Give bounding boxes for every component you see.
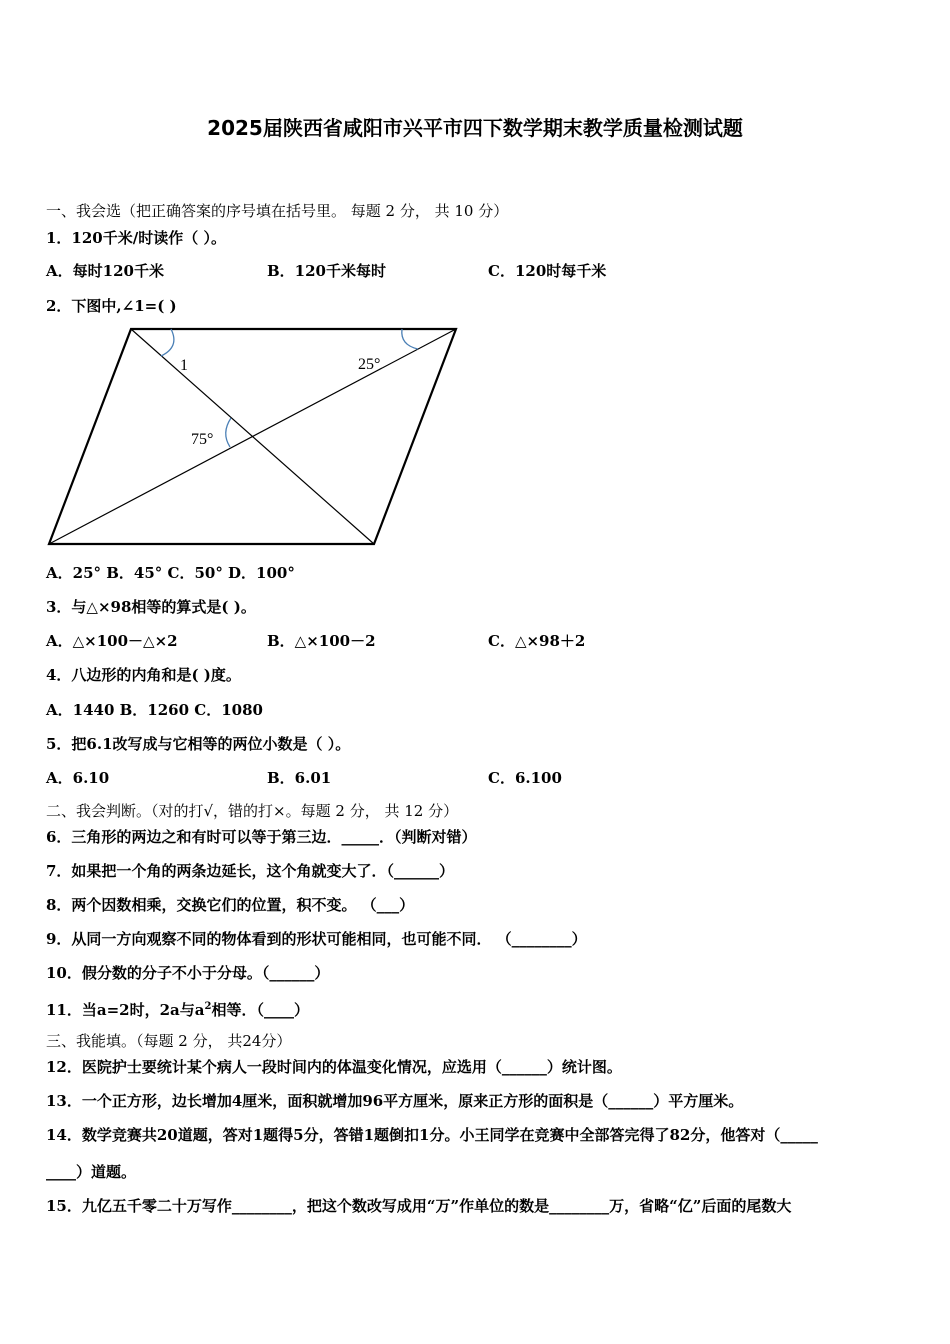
question-10: 10．假分数的分子不小于分母。（______）: [46, 964, 330, 982]
question-6: 6．三角形的两边之和有时可以等于第三边．_____．（判断对错）: [46, 828, 477, 846]
angle-75-arc: [226, 418, 231, 447]
q1-option-b: B．120千米每时: [267, 262, 386, 280]
page-title: 2025届陕西省咸阳市兴平市四下数学期末教学质量检测试题: [207, 116, 743, 140]
q11-text-after: 相等．（____）: [211, 1001, 309, 1019]
q5-option-c: C．6.100: [488, 769, 562, 787]
question-13: 13．一个正方形，边长增加4厘米，面积就增加96平方厘米，原来正方形的面积是（______）平方厘米。: [46, 1092, 744, 1110]
q11-text-before: 11．当a=2时，2a与a: [46, 1001, 205, 1019]
question-9: 9．从同一方向观察不同的物体看到的形状可能相同，也可能不同． （________）: [46, 930, 587, 948]
q5-option-b: B．6.01: [267, 769, 332, 787]
q4-options: A．1440 B．1260 C．1080: [46, 701, 263, 719]
parallelogram-figure: [40, 320, 470, 552]
angle-1-arc: [161, 329, 174, 356]
question-12: 12．医院护士要统计某个病人一段时间内的体温变化情况，应选用（______）统计图。: [46, 1058, 622, 1076]
question-14: 14．数学竞赛共20道题，答对1题得5分，答错1题倒扣1分。小王同学在竞赛中全部答完得了82分，他答对（_____: [46, 1126, 818, 1144]
question-7: 7．如果把一个角的两条边延长，这个角就变大了．（______）: [46, 862, 454, 880]
angle-label-25: 25°: [358, 356, 381, 373]
angle-25-arc: [402, 329, 418, 349]
q3-option-c: C．△×98＋2: [488, 632, 586, 650]
q3-option-b: B．△×100－2: [267, 632, 376, 650]
section-1-heading: 一、我会选（把正确答案的序号填在括号里。 每题 2 分， 共 10 分）: [46, 202, 509, 220]
question-1: 1．120千米/时读作（ ）。: [46, 229, 226, 247]
q2-options: A．25° B．45° C．50° D．100°: [46, 564, 295, 582]
section-2-heading: 二、我会判断。（对的打√，错的打×。每题 2 分， 共 12 分）: [46, 802, 459, 820]
q3-option-a: A．△×100－△×2: [46, 632, 178, 650]
q1-option-a: A．每时120千米: [46, 262, 164, 280]
question-5: 5．把6.1改写成与它相等的两位小数是（ ）。: [46, 735, 351, 753]
diagonal-2: [49, 329, 456, 544]
section-3-heading: 三、我能填。（每题 2 分， 共24分）: [46, 1032, 292, 1050]
q11-exponent: 2: [204, 1001, 212, 1012]
question-14-continued: ____）道题。: [46, 1163, 137, 1181]
question-15: 15．九亿五千零二十万写作________，把这个数改写成用“万”作单位的数是________万，省略“亿”后面的尾数大: [46, 1197, 792, 1215]
question-11: [46, 997, 309, 1020]
q1-option-c: C．120时每千米: [488, 262, 607, 280]
question-2: 2．下图中,∠1=( ): [46, 297, 177, 315]
question-4: 4．八边形的内角和是( )度。: [46, 666, 241, 684]
angle-label-75: 75°: [191, 431, 214, 448]
q5-option-a: A．6.10: [46, 769, 110, 787]
question-8: 8．两个因数相乘，交换它们的位置，积不变。 （___）: [46, 896, 415, 914]
angle-label-1: 1: [180, 357, 188, 374]
question-3: 3．与△×98相等的算式是( )。: [46, 598, 256, 616]
